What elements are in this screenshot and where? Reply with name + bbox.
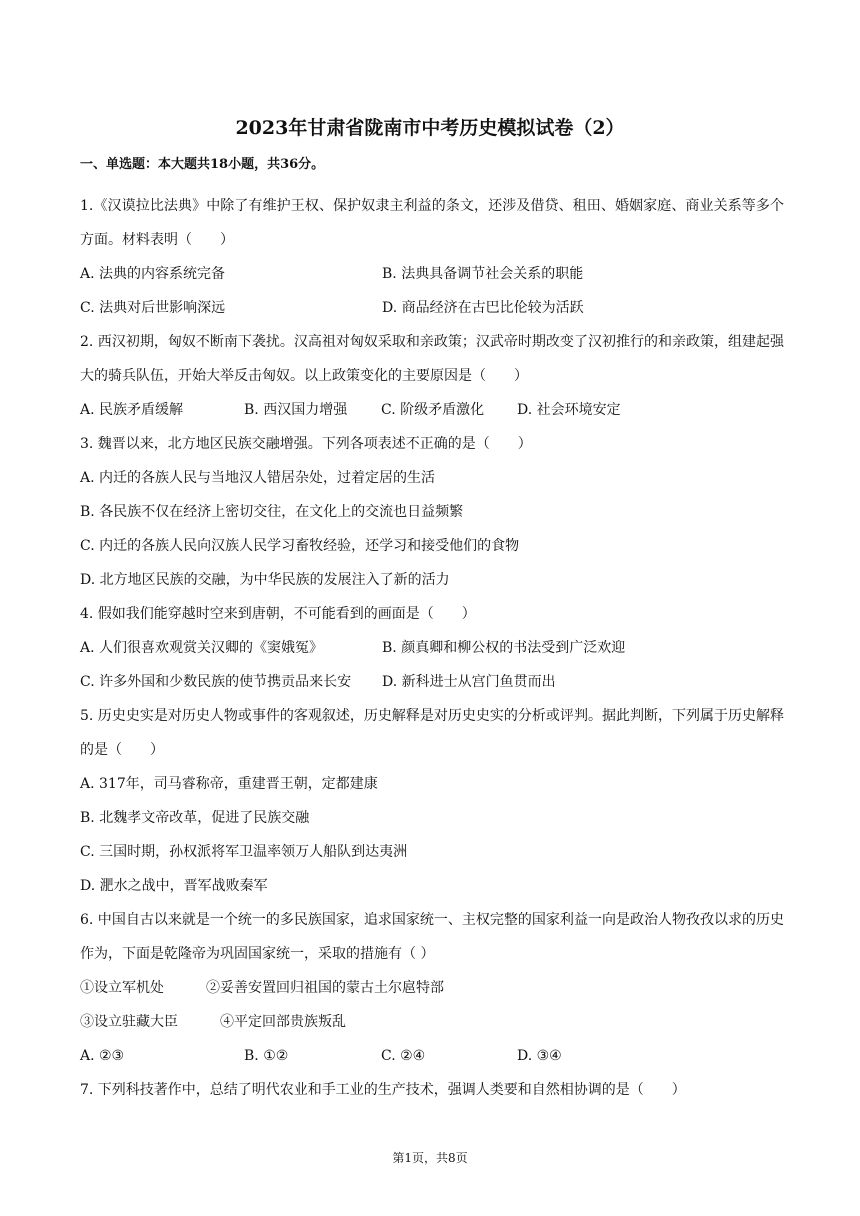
question-stem: 3. 魏晋以来，北方地区民族交融增强。下列各项表述不正确的是（ ） — [80, 436, 532, 452]
question-6 — [80, 903, 784, 1073]
option-c: C. ②④ — [381, 1048, 426, 1064]
question-4 — [80, 597, 784, 699]
question-stem: 7. 下列科技著作中，总结了明代农业和手工业的生产技术，强调人类要和自然相协调的是（ ） — [80, 1082, 686, 1098]
question-5 — [80, 699, 784, 903]
option-d: D. 商品经济在古巴比伦较为活跃 — [382, 300, 584, 316]
options — [80, 1039, 784, 1073]
question-2 — [80, 325, 784, 427]
questions — [80, 189, 784, 1107]
option-c: C. 许多外国和少数民族的使节携贡品来长安 — [80, 674, 352, 690]
question-stem: 1.《汉谟拉比法典》中除了有维护王权、保护奴隶主利益的条文，还涉及借贷、租田、婚姻家庭、商业关系等多个方面。材料表明（ ） — [80, 198, 784, 248]
page-number: 第1页，共8页 — [392, 1151, 468, 1165]
option-b: B. ①② — [244, 1048, 289, 1064]
option-b: B. 各民族不仅在经济上密切交往，在文化上的交流也日益频繁 — [80, 504, 464, 520]
question-1 — [80, 189, 784, 325]
option-c: C. 阶级矛盾激化 — [381, 402, 485, 418]
option-a: A. 法典的内容系统完备 — [80, 266, 226, 282]
option-b: B. 法典具备调节社会关系的职能 — [382, 266, 584, 282]
option-d: D. ③④ — [517, 1048, 562, 1064]
sub-items — [80, 971, 784, 1039]
option-d: D. 社会环境安定 — [517, 402, 621, 418]
sub-item-2: ③设立驻藏大臣 ④平定回部贵族叛乱 — [80, 1014, 346, 1030]
option-a: A. 人们很喜欢观赏关汉卿的《窦娥冤》 — [80, 640, 324, 656]
option-d: D. 北方地区民族的交融，为中华民族的发展注入了新的活力 — [80, 572, 450, 588]
question-7 — [80, 1073, 784, 1107]
option-d: D. 淝水之战中，晋军战败秦军 — [80, 878, 268, 894]
question-3 — [80, 427, 784, 597]
option-b: B. 北魏孝文帝改革，促进了民族交融 — [80, 810, 310, 826]
option-c: C. 内迁的各族人民向汉族人民学习畜牧经验，还学习和接受他们的食物 — [80, 538, 520, 554]
question-stem: 2. 西汉初期，匈奴不断南下袭扰。汉高祖对匈奴采取和亲政策；汉武帝时期改变了汉初推行的和亲政策，组建起强大的骑兵队伍，开始大举反击匈奴。以上政策变化的主要原因是（ ） — [80, 334, 784, 384]
options — [80, 767, 784, 903]
option-b: B. 西汉国力增强 — [244, 402, 348, 418]
option-a: A. 317年，司马睿称帝，重建晋王朝，定都建康 — [80, 776, 378, 792]
options — [80, 631, 784, 699]
question-stem: 6. 中国自古以来就是一个统一的多民族国家，追求国家统一、主权完整的国家利益一向是政治人物孜孜以求的历史作为，下面是乾隆帝为巩固国家统一，采取的措施有（ ） — [80, 912, 784, 962]
sub-item-1: ①设立军机处 ②妥善安置回归祖国的蒙古土尔扈特部 — [80, 980, 444, 996]
exam-title: 2023年甘肃省陇南市中考历史模拟试卷（2） — [235, 117, 625, 139]
question-stem: 5. 历史史实是对历史人物或事件的客观叙述，历史解释是对历史史实的分析或评判。据此判断，下列属于历史解释的是（ ） — [80, 708, 784, 758]
section-heading: 一、单选题：本大题共18小题，共36分。 — [80, 157, 325, 172]
option-a: A. 内迁的各族人民与当地汉人错居杂处，过着定居的生活 — [80, 470, 436, 486]
option-a: A. 民族矛盾缓解 — [80, 402, 184, 418]
options — [80, 257, 784, 325]
options — [80, 461, 784, 597]
question-stem: 4. 假如我们能穿越时空来到唐朝，不可能看到的画面是（ ） — [80, 606, 476, 622]
option-d: D. 新科进士从宫门鱼贯而出 — [382, 674, 556, 690]
option-c: C. 法典对后世影响深远 — [80, 300, 226, 316]
option-c: C. 三国时期，孙权派将军卫温率领万人船队到达夷洲 — [80, 844, 408, 860]
option-b: B. 颜真卿和柳公权的书法受到广泛欢迎 — [382, 640, 626, 656]
option-a: A. ②③ — [80, 1048, 125, 1064]
options — [80, 393, 784, 427]
